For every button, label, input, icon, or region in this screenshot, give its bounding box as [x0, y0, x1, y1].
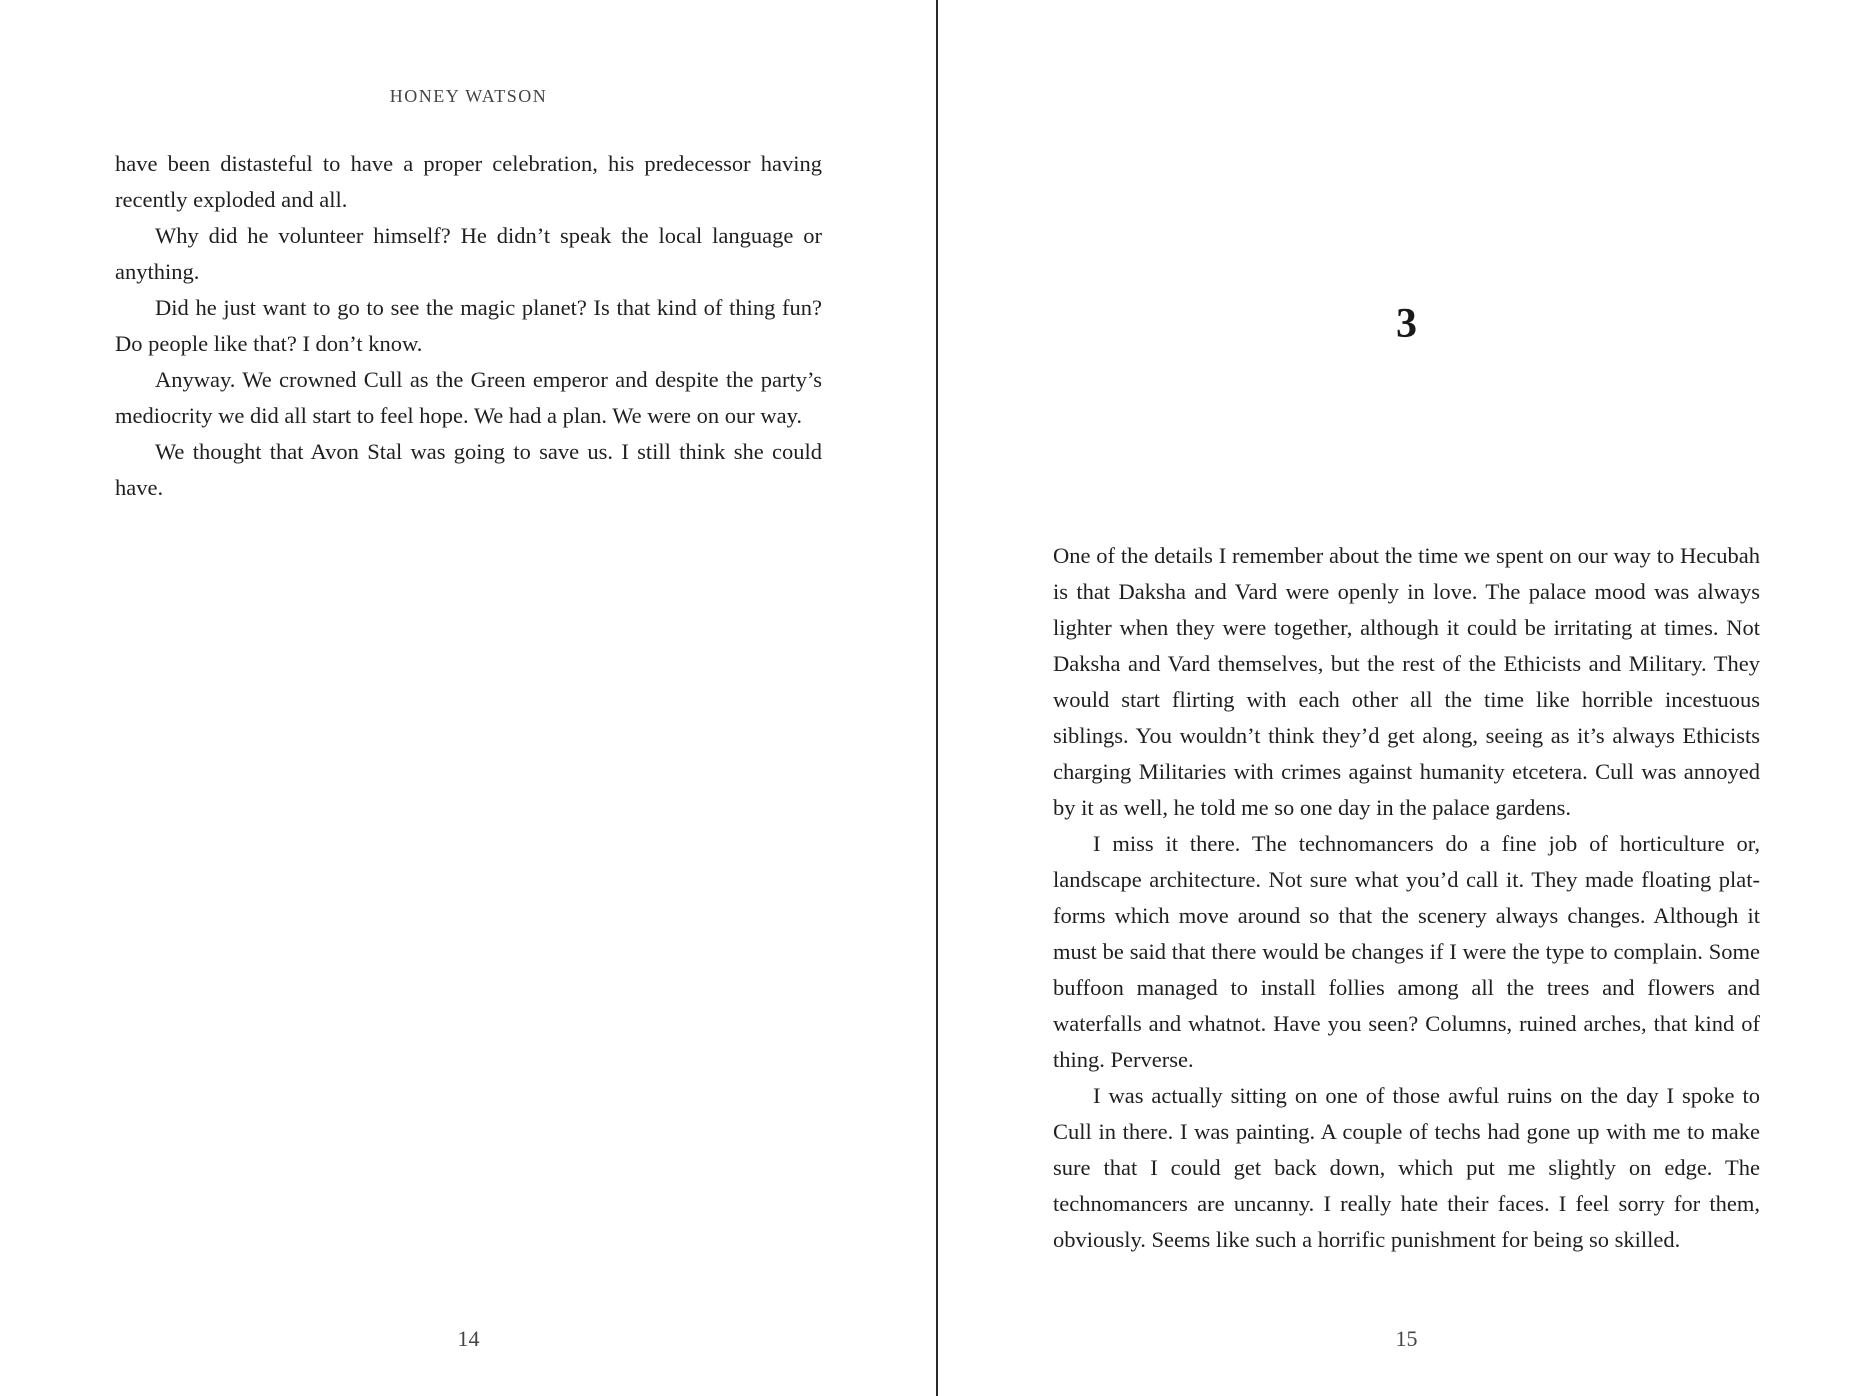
- left-page-body: [115, 146, 822, 506]
- right-page-body: [1053, 538, 1760, 1258]
- paragraph: Did he just want to go to see the magic planet? Is that kind of thing fun? Do people like that? I don’t know.: [115, 295, 822, 356]
- paragraph: I miss it there. The technomancers do a fine job of horticulture or, landscape architecture. Not sure what you’d call it. They made floating platforms which move around so that the scenery always changes. Although it must be said that there would be changes if I were the type to complain. Some buffoon managed to install follies among all the trees and flowers and waterfalls and whatnot. Have you seen? Columns, ruined arches, that kind of thing. Perverse.: [1053, 831, 1760, 1072]
- right-page: [940, 0, 1862, 1396]
- running-head: HONEY WATSON: [389, 86, 548, 106]
- paragraph: have been distasteful to have a proper celebration, his predecessor having recently exploded and all.: [115, 151, 822, 212]
- chapter-number: 3: [1396, 301, 1417, 347]
- page-number-left: 14: [457, 1326, 480, 1351]
- paragraph: I was actually sitting on one of those awful ruins on the day I spoke to Cull in there. I was painting. A couple of techs had gone up with me to make sure that I could get back down, which put me slightly on edge. The technomancers are uncanny. I really hate their faces. I feel sorry for them, obviously. Seems like such a horrific punishment for being so skilled.: [1053, 1083, 1760, 1252]
- paragraph: We thought that Avon Stal was going to save us. I still think she could have.: [115, 439, 822, 500]
- paragraph: One of the details I remember about the time we spent on our way to Hecubah is that Daksha and Vard were openly in love. The palace mood was always lighter when they were together, although it could be irritating at times. Not Daksha and Vard themselves, but the rest of the Ethicists and Military. They would start flirting with each other all the time like horrible incestuous siblings. You wouldn’t think they’d get along, seeing as it’s always Ethicists charging Militaries with crimes against humanity etcetera. Cull was annoyed by it as well, he told me so one day in the palace gardens.: [1053, 543, 1760, 820]
- paragraph: Anyway. We crowned Cull as the Green emperor and despite the party’s mediocrity we did all start to feel hope. We had a plan. We were on our way.: [115, 367, 822, 428]
- paragraph: Why did he volunteer himself? He didn’t speak the local language or anything.: [115, 223, 822, 284]
- page-number-right: 15: [1395, 1326, 1418, 1351]
- book-spine-divider: [936, 0, 938, 1396]
